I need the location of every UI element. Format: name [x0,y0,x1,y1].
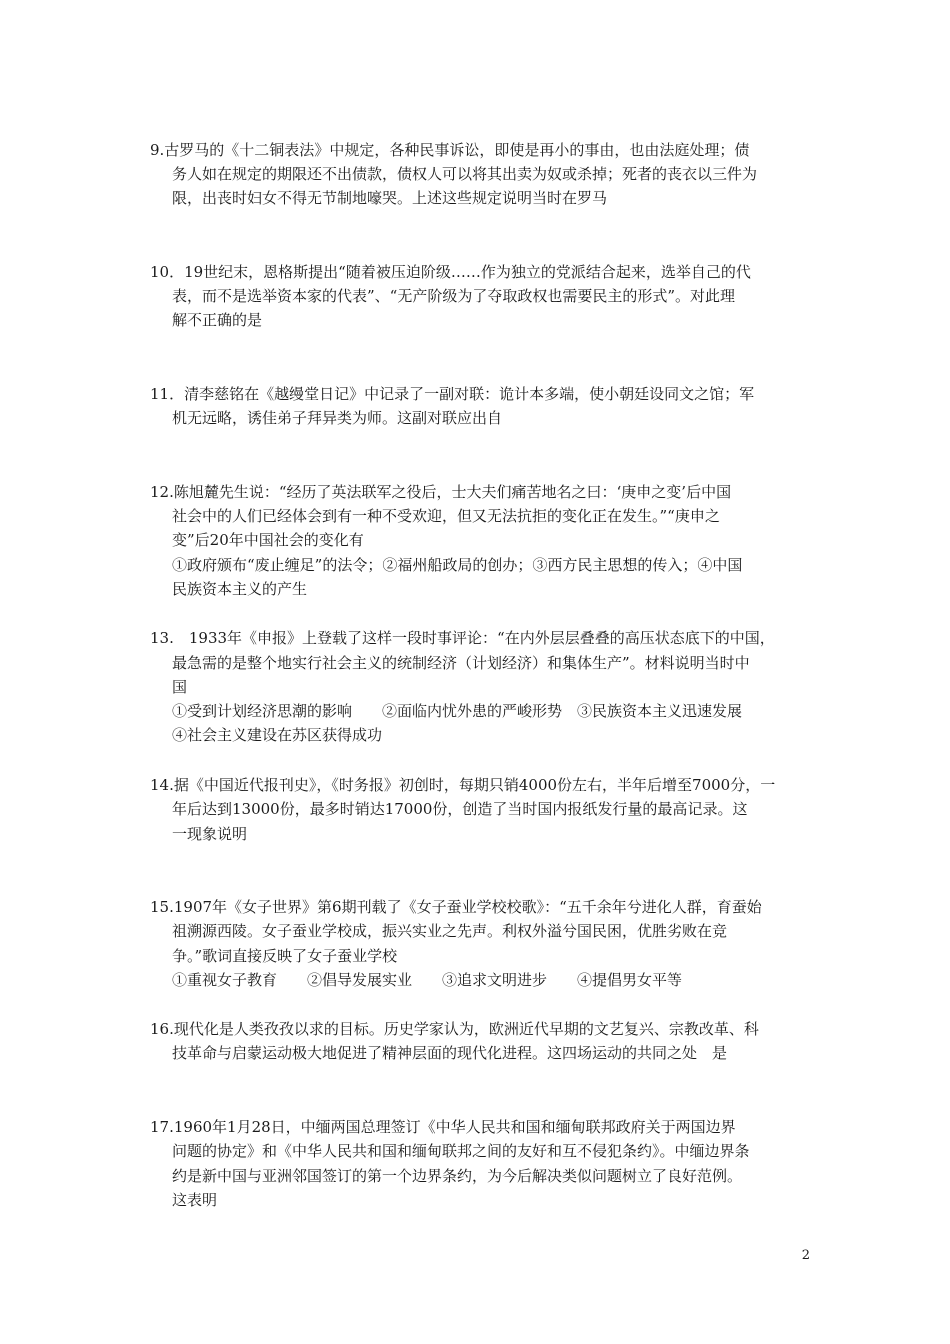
question-16-line-1: 16.现代化是人类孜孜以求的目标。历史学家认为，欧洲近代早期的文艺复兴、宗教改革、科 [150,1020,759,1038]
question-14-line-2: 年后达到13000份，最多时销达17000份，创造了当时国内报纸发行量的最高记录。这 [172,800,748,818]
question-12-line-5: 民族资本主义的产生 [172,580,308,598]
question-13-line-4: ①受到计划经济思潮的影响 ②面临内忧外患的严峻形势 ③民族资本主义迅速发展 [172,702,743,720]
page-number: 2 [801,1248,810,1263]
question-12-line-3: 变”后20年中国社会的变化有 [172,531,364,549]
question-11-line-1: 11．清李慈铭在《越缦堂日记》中记录了一副对联：诡计本多端，使小朝廷设同文之馆；军 [150,385,755,403]
question-17-line-1: 17.1960年1月28日，中缅两国总理签订《中华人民共和国和缅甸联邦政府关于两国边界 [150,1118,736,1136]
question-14-line-1: 14.据《中国近代报刊史》，《时务报》初创时，每期只销4000份左右，半年后增至7000分，一 [150,776,776,794]
question-15-line-4: ①重视女子教育 ②倡导发展实业 ③追求文明进步 ④提倡男女平等 [172,971,683,989]
question-13-line-2: 最急需的是整个地实行社会主义的统制经济（计划经济）和集体生产”。材料说明当时中 [172,654,750,672]
question-10-line-1: 10．19世纪末，恩格斯提出“随着被压迫阶级……作为独立的党派结合起来，选举自己的代 [150,263,751,281]
question-9-line-1: 9.古罗马的《十二铜表法》中规定，各种民事诉讼，即使是再小的事由，也由法庭处理；债 [150,141,750,159]
question-13-line-1: 13. 1933年《申报》上登载了这样一段时事评论：“在内外层层叠叠的高压状态底下的中国， [150,629,775,647]
question-12-line-2: 社会中的人们已经体会到有一种不受欢迎，但又无法抗拒的变化正在发生。”“庚申之 [172,507,720,525]
question-17-line-4: 这表明 [172,1191,218,1209]
question-10-line-3: 解不正确的是 [172,311,263,329]
question-13-line-5: ④社会主义建设在苏区获得成功 [172,726,383,744]
question-15-line-3: 争。”歌词直接反映了女子蚕业学校 [172,947,398,965]
question-16-line-2: 技革命与启蒙运动极大地促进了精神层面的现代化进程。这四场运动的共同之处 是 [172,1044,728,1062]
question-12-line-1: 12.陈旭麓先生说：“经历了英法联军之役后，士大夫们痛苦地名之曰：‘庚申之变’后中国 [150,483,732,501]
question-17-line-3: 约是新中国与亚洲邻国签订的第一个边界条约，为今后解决类似问题树立了良好范例。 [172,1167,743,1185]
question-9-line-3: 限，出丧时妇女不得无节制地嚎哭。上述这些规定说明当时在罗马 [172,189,608,207]
question-17-line-2: 问题的协定》和《中华人民共和国和缅甸联邦之间的友好和互不侵犯条约》。中缅边界条 [172,1142,750,1160]
question-11-line-2: 机无远略，诱佳弟子拜异类为师。这副对联应出自 [172,409,503,427]
question-10-line-2: 表，而不是选举资本家的代表”、“无产阶级为了夺取政权也需要民主的形式”。对此理 [172,287,736,305]
question-15-line-1: 15.1907年《女子世界》第6期刊载了《女子蚕业学校校歌》：“五千余年兮进化人群，育蚕始 [150,898,762,916]
question-15-line-2: 祖溯源西陵。女子蚕业学校成，振兴实业之先声。利权外溢兮国民困，优胜劣败在竞 [172,922,728,940]
question-13-line-3: 国 [172,678,188,696]
question-12-line-4: ①政府颁布“废止缠足”的法令；②福州船政局的创办；③西方民主思想的传入；④中国 [172,556,743,574]
question-9-line-2: 务人如在规定的期限还不出债款，债权人可以将其出卖为奴或杀掉；死者的丧衣以三件为 [172,165,758,183]
question-14-line-3: 一现象说明 [172,825,248,843]
